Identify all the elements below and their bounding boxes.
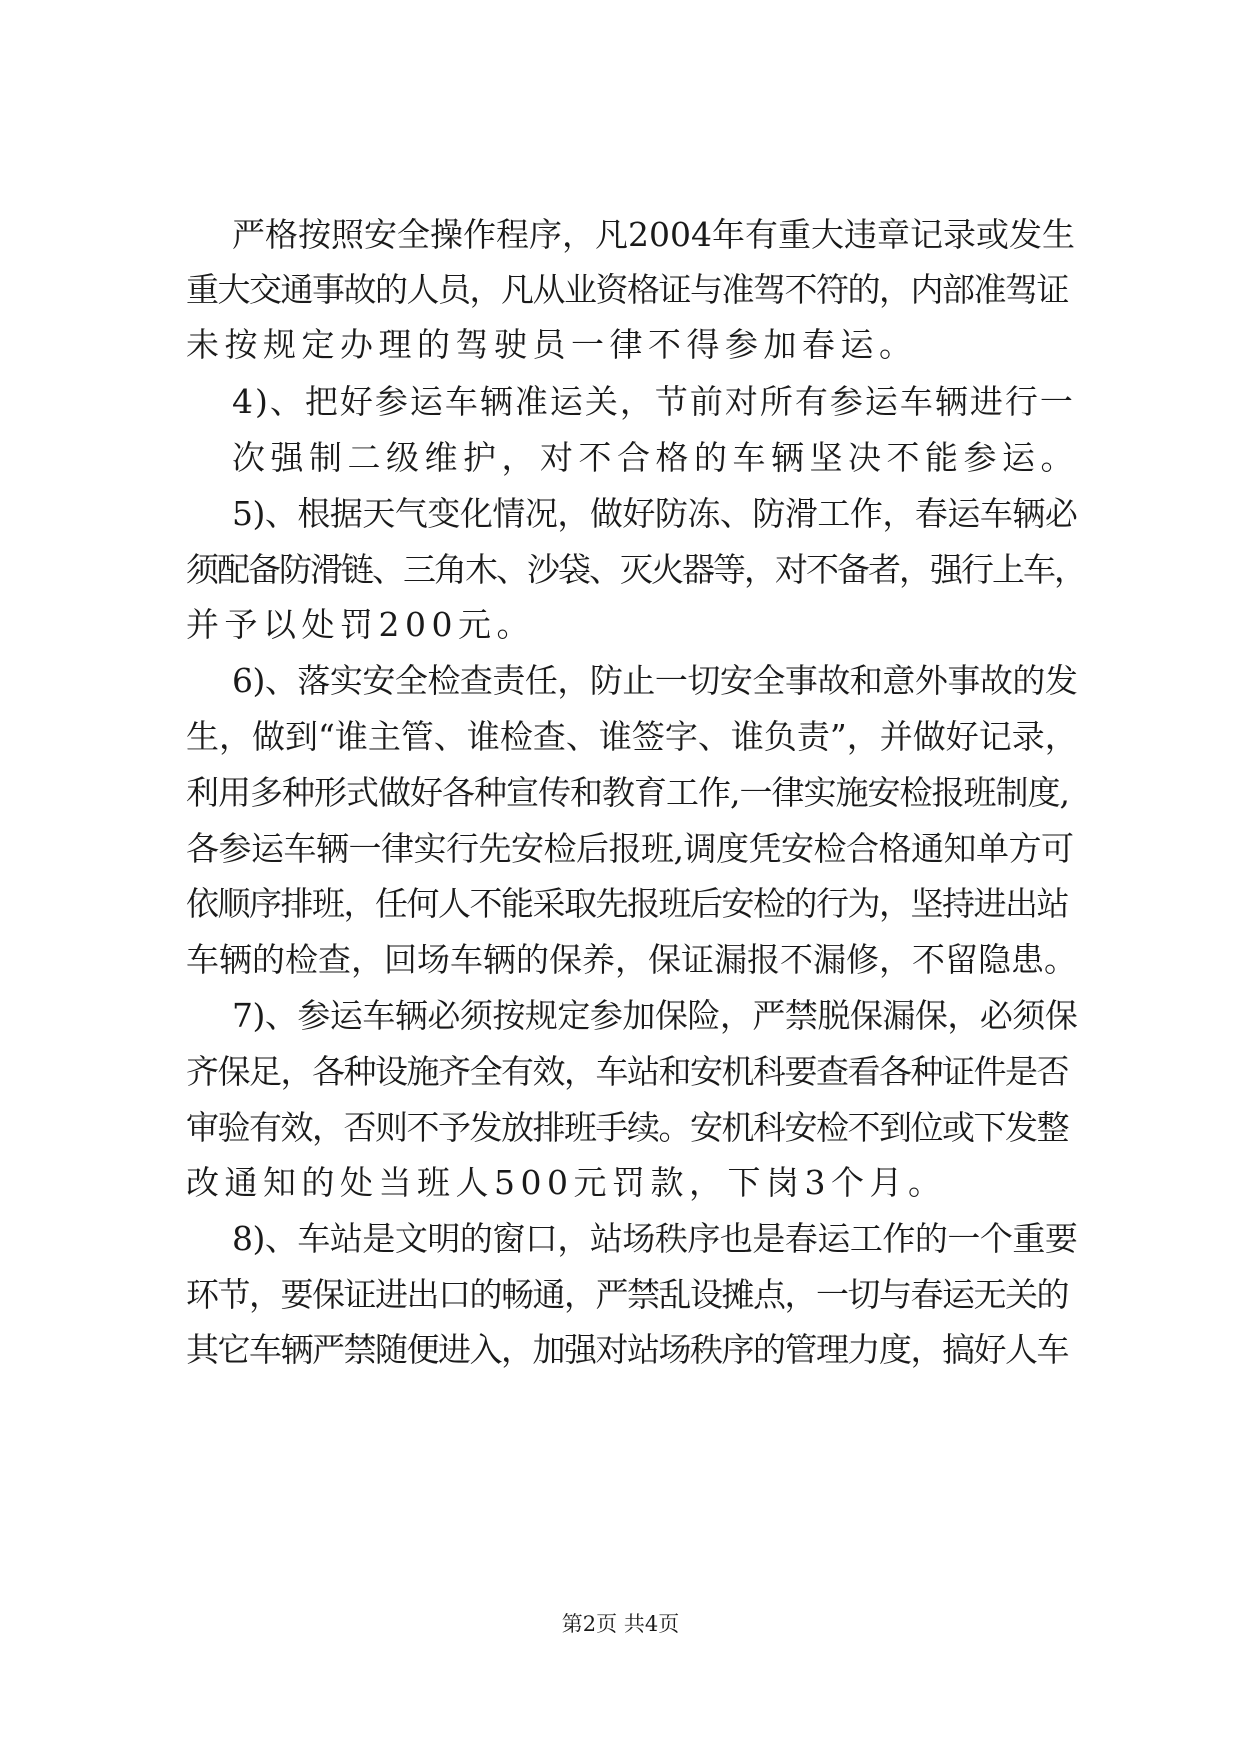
text-line: 须配备防滑链、三角木、沙袋、灭火器等，对不备者，强行上车， bbox=[186, 550, 1085, 589]
page-number-footer: 第2页 共4页 bbox=[561, 1612, 680, 1636]
text-line: 环节，要保证进出口的畅通，严禁乱设摊点，一切与春运无关的 bbox=[186, 1275, 1068, 1314]
text-line: 次强制二级维护，对不合格的车辆坚决不能参运。 bbox=[232, 438, 1079, 477]
text-line: 利用多种形式做好各种宣传和教育工作,一律实施安检报班制度, bbox=[186, 773, 1069, 812]
text-line: 重大交通事故的人员，凡从业资格证与准驾不符的，内部准驾证 bbox=[186, 270, 1068, 309]
text-line: 6)、落实安全检查责任，防止一切安全事故和意外事故的发 bbox=[232, 661, 1078, 700]
text-line: 并予以处罚200元。 bbox=[186, 605, 535, 644]
text-line: 各参运车辆一律实行先安检后报班,调度凭安检合格通知单方可 bbox=[186, 829, 1074, 868]
text-line: 7)、参运车辆必须按规定参加保险，严禁脱保漏保，必须保 bbox=[232, 996, 1078, 1035]
text-line: 未按规定办理的驾驶员一律不得参加春运。 bbox=[186, 325, 918, 364]
text-line: 8)、车站是文明的窗口，站场秩序也是春运工作的一个重要 bbox=[232, 1219, 1078, 1258]
text-line: 依顺序排班，任何人不能采取先报班后安检的行为，坚持进出站 bbox=[186, 884, 1068, 923]
text-line: 生，做到“谁主管、谁检查、谁签字、谁负责”，并做好记录， bbox=[186, 717, 1078, 756]
text-line: 改通知的处当班人500元罚款，下岗3个月。 bbox=[186, 1163, 947, 1202]
text-line: 5)、根据天气变化情况，做好防冻、防滑工作，春运车辆必 bbox=[232, 494, 1078, 533]
text-line: 4)、把好参运车辆准运关，节前对所有参运车辆进行一 bbox=[232, 382, 1075, 421]
text-line: 齐保足，各种设施齐全有效，车站和安机科要查看各种证件是否 bbox=[186, 1052, 1068, 1091]
text-line: 审验有效，否则不予发放排班手续。安机科安检不到位或下发整 bbox=[186, 1108, 1068, 1147]
text-line: 严格按照安全操作程序，凡2004年有重大违章记录或发生 bbox=[232, 215, 1075, 254]
text-line: 其它车辆严禁随便进入，加强对站场秩序的管理力度，搞好人车 bbox=[186, 1330, 1068, 1369]
text-line: 车辆的检查，回场车辆的保养，保证漏报不漏修，不留隐患。 bbox=[186, 940, 1077, 979]
